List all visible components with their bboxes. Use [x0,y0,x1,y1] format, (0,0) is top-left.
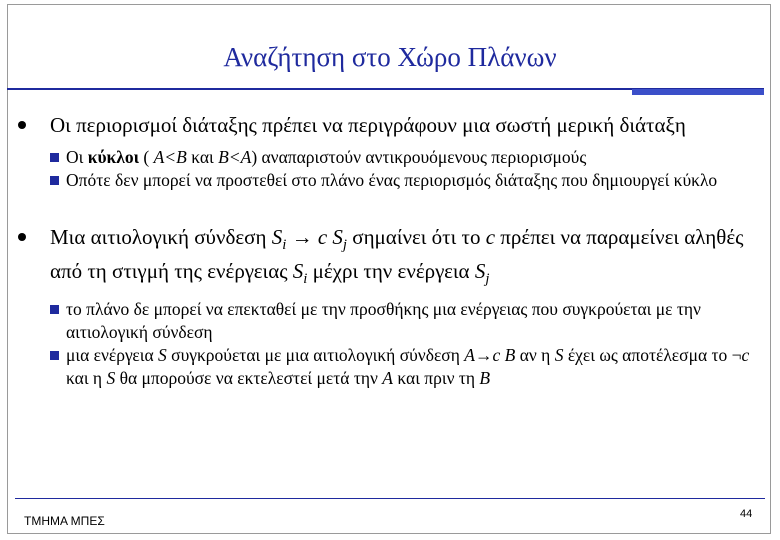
bullet-1 [36,112,756,138]
text-fragment: και [186,147,219,167]
text-fragment: Μια αιτιολογική σύνδεση [50,225,272,249]
sub-bullet-2-2 [36,344,756,390]
text-fragment: ) αναπαριστούν αντικρουόμενους περιορισμούς [251,147,587,167]
footer-label: ΤΜΗΜΑ ΜΠΕΣ [24,514,105,528]
text-fragment: και η [66,368,107,389]
symbol: S [106,368,116,389]
text-fragment: θα μπορούσε να εκτελεστεί μετά την [115,368,383,389]
sub-bullet-2-1 [36,298,756,344]
page-number: 44 [740,508,753,520]
text-fragment: μια ενέργεια [66,345,159,366]
bullet-dot-icon [18,233,26,241]
text-fragment: έχει ως αποτέλεσμα το ¬ [563,345,742,366]
expression: B<A [218,147,252,167]
symbol: S [158,345,167,366]
symbol: S [271,225,283,249]
arrow-symbol: → [286,225,318,249]
subscript: j [342,237,347,254]
symbol: c [492,345,501,366]
slide-content [36,112,756,390]
square-bullet-icon [50,176,59,185]
text-fragment: και πριν τη [393,368,480,389]
symbol: S [554,345,564,366]
bullet-dot-icon [18,121,26,129]
text-fragment: σημαίνει ότι το [347,225,486,249]
symbol: c [317,225,328,249]
square-bullet-icon [50,153,59,162]
subscript: i [303,271,308,288]
symbol: S [474,259,486,284]
text-fragment: Οι [66,147,88,167]
square-bullet-icon [50,305,59,314]
text-fragment: συγκρούεται με μια αιτιολογική σύνδεση [166,345,465,366]
bold-term: κύκλοι [87,147,140,167]
footer-divider [15,498,765,499]
text-fragment: ( [139,147,154,167]
square-bullet-icon [50,351,59,360]
symbol: c [485,225,496,249]
bullet-1-text: Οι περιορισμοί διάταξης πρέπει να περιγράφουν μια σωστή μερική διάταξη [50,113,686,137]
arrow-symbol: → [474,345,493,366]
subscript: j [485,271,490,288]
symbol: A [382,368,393,389]
symbol: B [479,368,491,389]
symbol: A [464,345,475,366]
symbol: c [741,345,750,366]
text-fragment: αν η [515,345,555,366]
symbol: B [504,345,516,366]
text-fragment: Οπότε δεν μπορεί να προστεθεί στο πλάνο ένας περιορισμός διάταξης που δημιουργεί κύκλο [66,170,718,190]
text-fragment: το πλάνο δε μπορεί να επεκταθεί με την προσθήκης μια ενέργειας που συγκρούεται με την αιτιολογική σύνδεση [66,299,701,343]
slide-title: Αναζήτηση στο Χώρο Πλάνων [223,42,557,72]
sub-bullet-1-2 [36,169,756,192]
title-accent-bar [632,89,764,95]
expression: A<B [153,147,187,167]
subscript: i [282,237,287,254]
text-fragment: μέχρι την ενέργεια [307,259,475,284]
symbol: S [332,225,343,249]
bullet-2 [36,224,756,292]
sub-bullet-1-1 [36,146,756,169]
symbol: S [292,259,304,284]
text-fragment: πρέπει να παραμείνει αληθές από τη στιγμή της ενέργειας [50,225,744,284]
